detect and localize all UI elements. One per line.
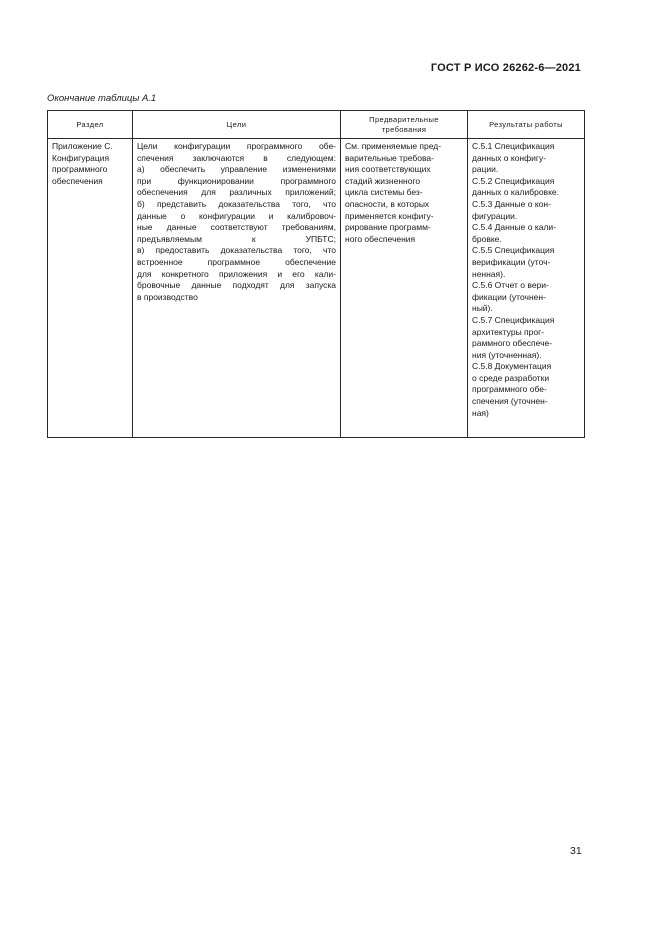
cell-text-line: данные о конфигурации и калибровоч- [137, 210, 336, 221]
cell-text-line: спечения заключаются в следующем: [137, 152, 336, 163]
cell-text-line: бровке. [472, 233, 502, 244]
cell-text-line: С.5.3 Данные о кон- [472, 198, 551, 209]
cell-text-line: Конфигурация [52, 152, 110, 163]
cell-text-line: спечения (уточнен- [472, 396, 548, 407]
cell-text-line: ного обеспечения [345, 233, 416, 244]
cell-text-line: обеспечения для различных приложений; [137, 187, 336, 198]
table-row [48, 139, 585, 438]
cell-text-line: верификации (уточ- [472, 256, 551, 267]
table-header-row [48, 111, 585, 139]
cell-text-line: бровочные данные подходят для запуска [137, 280, 336, 291]
column-header-prerequisites: Предварительные требования [341, 111, 468, 139]
column-header-goals: Цели [133, 111, 341, 139]
cell-text-line: См. применяемые пред- [345, 141, 442, 151]
cell-text-line: ния соответствующих [345, 164, 431, 175]
cell-text-line: рации. [472, 164, 499, 175]
cell-results [468, 139, 585, 438]
cell-text-line: С.5.1 Спецификация [472, 141, 555, 151]
cell-text-line: архитектуры прог- [472, 326, 545, 337]
cell-text-line: данных о конфигу- [472, 152, 547, 163]
cell-text-line: фикации (уточнен- [472, 291, 546, 302]
cell-text-line: б) представить доказательства того, что [137, 198, 336, 209]
cell-text-line: С.5.2 Спецификация [472, 175, 555, 186]
cell-text-line: данных о калибровке. [472, 187, 559, 198]
cell-text-line: С.5.5 Спецификация [472, 245, 555, 256]
cell-text-line: ния (уточненная). [472, 349, 542, 360]
cell-prerequisites [341, 139, 468, 438]
cell-text-line: ненная). [472, 268, 506, 279]
cell-goals [133, 139, 341, 438]
cell-text-line: ная) [472, 407, 489, 418]
cell-text-line: в) предоставить доказательства того, что [137, 245, 336, 256]
cell-text-line: стадий жизненного [345, 175, 421, 186]
cell-text-line: встроенное программное обеспечение [137, 256, 336, 267]
cell-text-line: С.5.6 Отчет о вери- [472, 280, 549, 291]
cell-text-line: ный). [472, 303, 493, 314]
cell-text-line: обеспечения [52, 175, 103, 186]
cell-text-line: в производство [137, 291, 198, 302]
cell-text-line: предъявляемым к УПБТС; [137, 233, 336, 244]
cell-text-line: ные данные соответствуют требованиям, [137, 222, 336, 233]
cell-text-line: рирование программ- [345, 222, 431, 233]
cell-text-line: а) обеспечить управление изменениями [137, 164, 336, 175]
cell-text-line: применяется конфигу- [345, 210, 434, 221]
cell-text-line: программного [52, 164, 108, 175]
cell-text-line: варительные требова- [345, 152, 434, 163]
cell-text-line: программного обе- [472, 384, 547, 395]
requirements-table [47, 110, 585, 438]
table-caption: Окончание таблицы А.1 [47, 93, 157, 104]
cell-text-line: С.5.7 Спецификация [472, 314, 555, 325]
cell-text-line: о среде разработки [472, 372, 550, 383]
cell-text-line: опасности, в которых [345, 198, 430, 209]
column-header-results: Результаты работы [468, 111, 585, 139]
document-code: ГОСТ Р ИСО 26262-6—2021 [430, 62, 581, 74]
cell-text-line: при функционировании программного [137, 175, 336, 186]
column-header-section: Раздел [48, 111, 133, 139]
cell-text-line: цикла системы без- [345, 187, 423, 198]
cell-section [48, 139, 133, 438]
cell-text-line: С.5.4 Данные о кали- [472, 222, 557, 233]
page-number: 31 [570, 845, 582, 857]
cell-text-line: фигурации. [472, 210, 518, 221]
cell-text-line: раммного обеспече- [472, 338, 553, 349]
cell-text-line: Цели конфигурации программного обе- [137, 141, 336, 151]
cell-text-line: Приложение С. [52, 141, 113, 151]
cell-text-line: для конкретного приложения и его кали- [137, 268, 336, 279]
cell-text-line: С.5.8 Документация [472, 361, 552, 372]
